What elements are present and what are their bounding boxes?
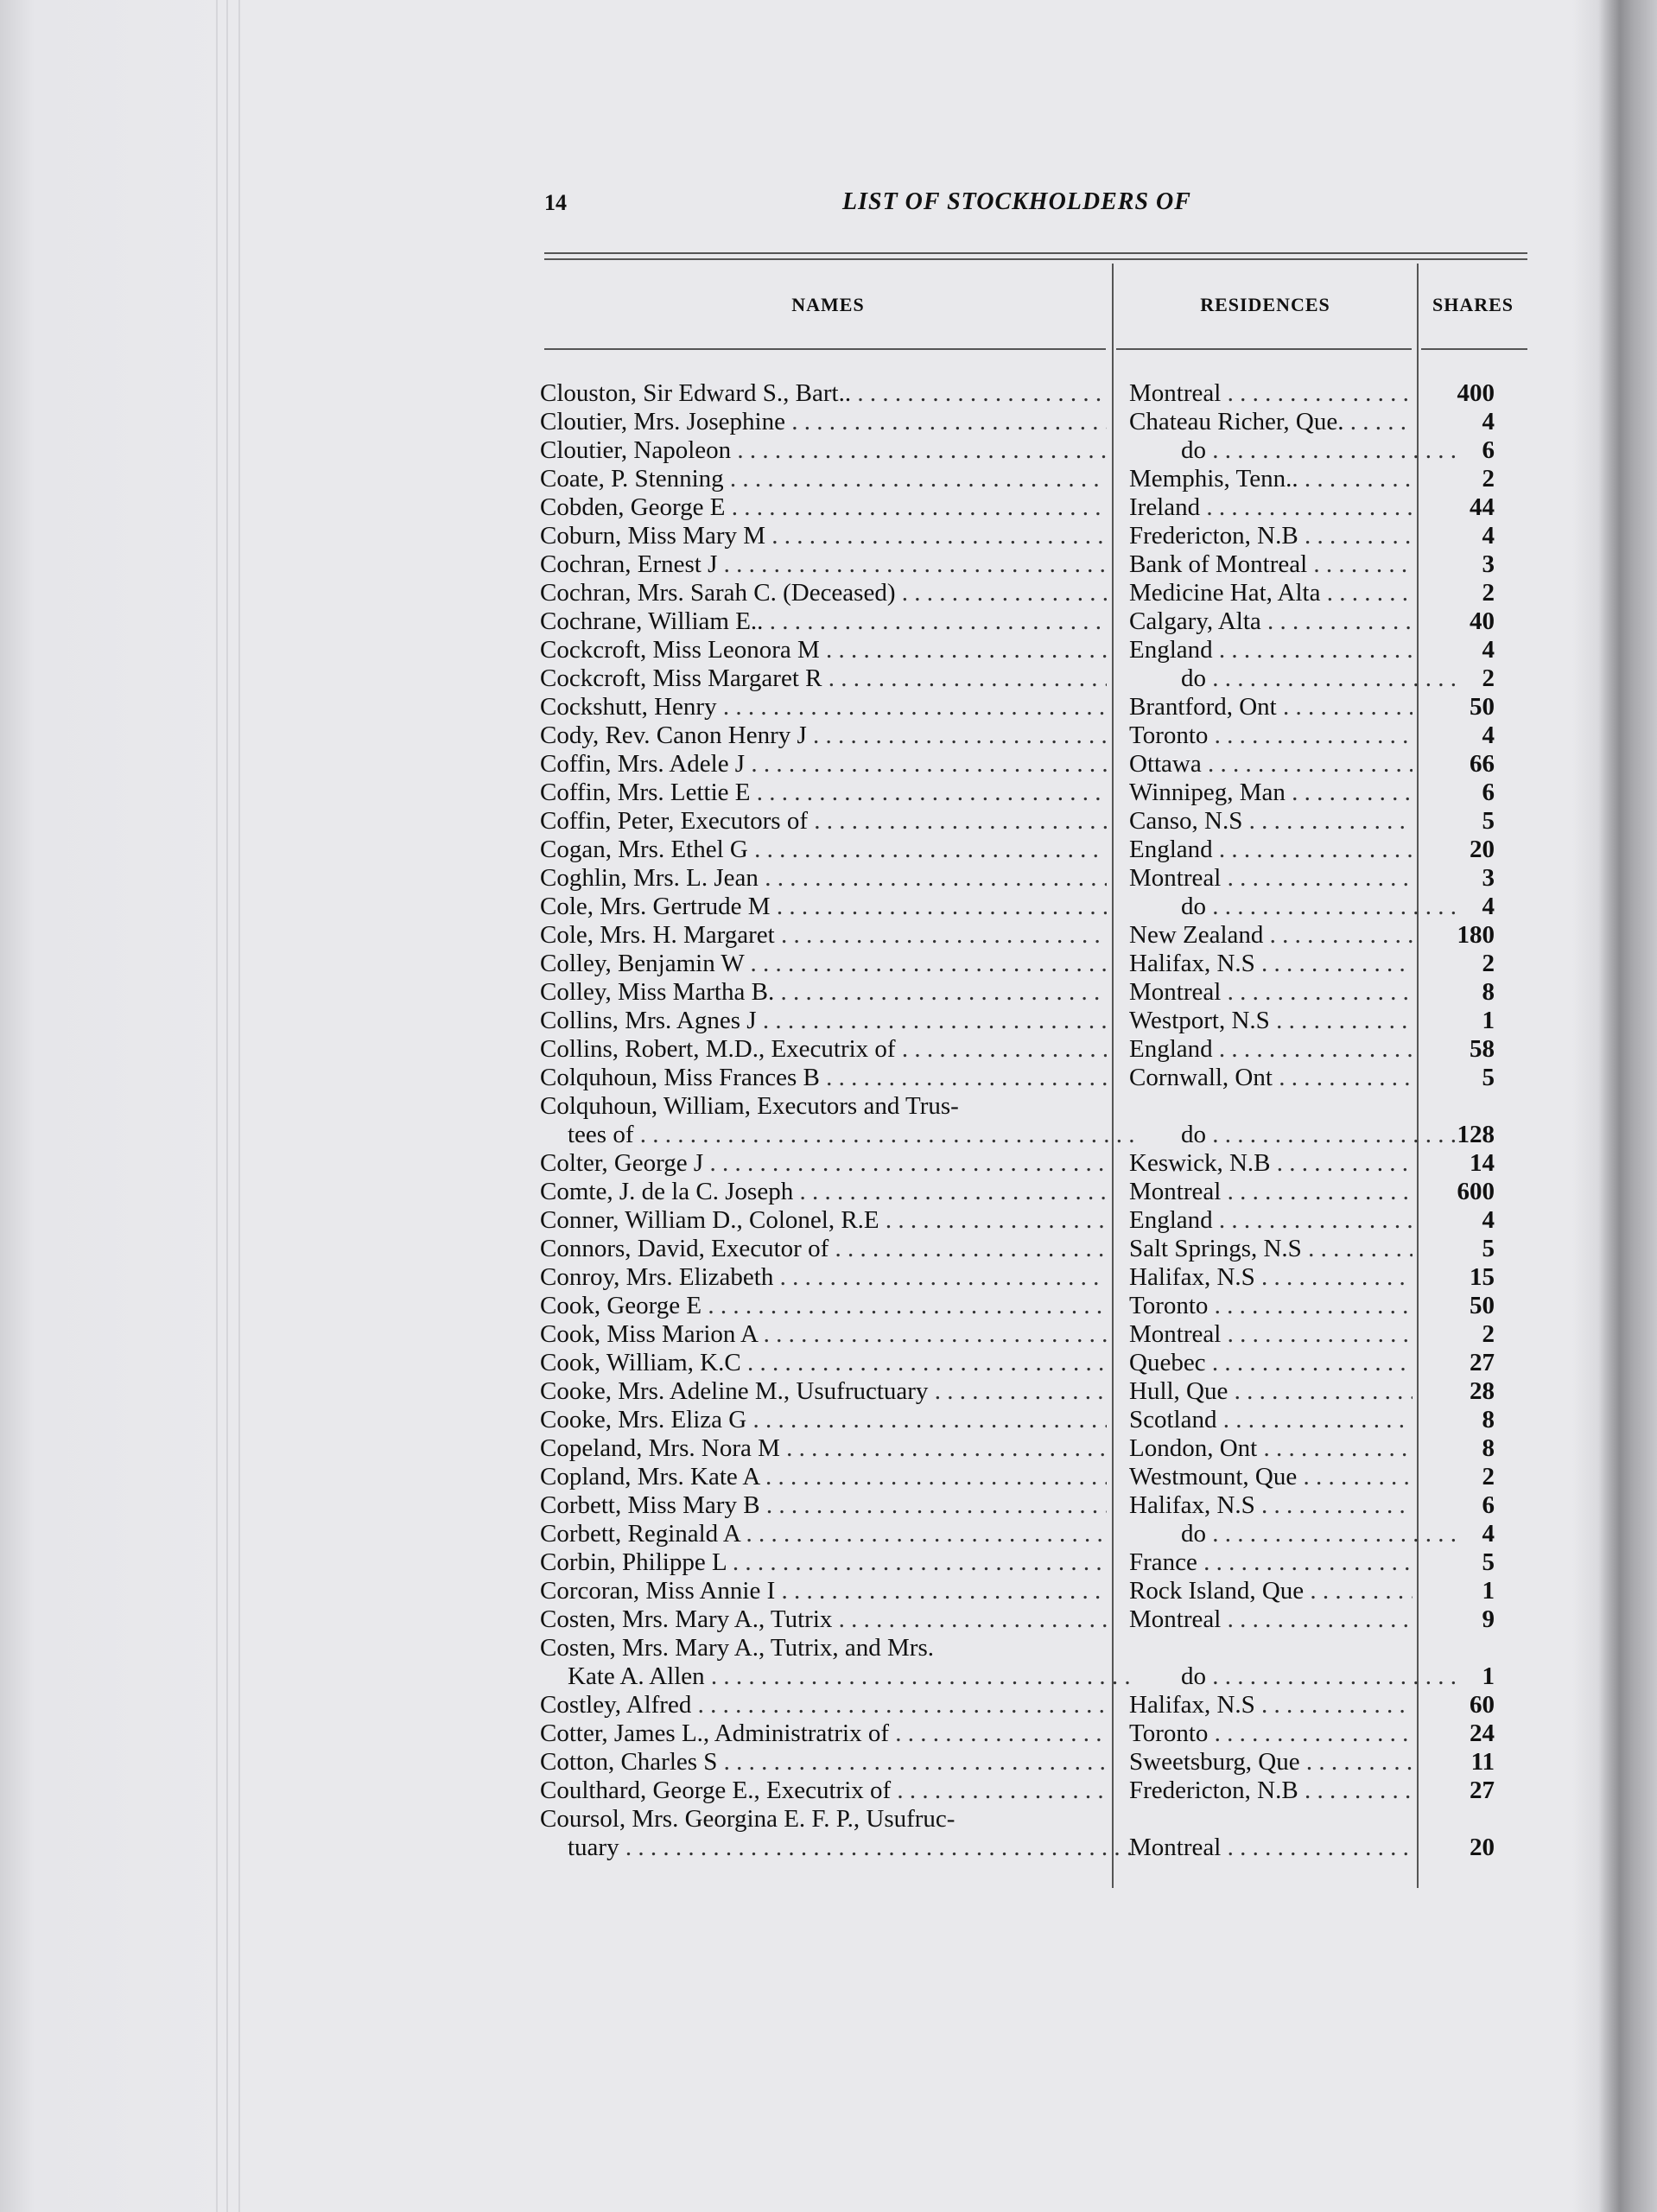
- stockholder-name: Collins, Robert, M.D., Executrix of . . .: [540, 1035, 1107, 1064]
- stockholder-shares: 24: [1470, 1719, 1495, 1747]
- table-row: [0, 1064, 1657, 1092]
- stockholder-name: Costley, Alfred . . .: [540, 1691, 1107, 1719]
- stockholder-residence: England . . .: [1129, 636, 1413, 664]
- stockholder-shares: 15: [1470, 1263, 1495, 1291]
- stockholder-shares: 3: [1482, 864, 1495, 892]
- stockholder-name: Colquhoun, William, Executors and Trus-: [540, 1092, 959, 1120]
- stockholder-name: Coffin, Peter, Executors of . . .: [540, 807, 1107, 836]
- table-row: [0, 1434, 1657, 1463]
- stockholder-shares: 6: [1482, 779, 1495, 806]
- stockholder-name: Clouston, Sir Edward S., Bart.. . . .: [540, 379, 1107, 408]
- stockholder-name: Cotton, Charles S . . .: [540, 1748, 1107, 1777]
- table-row: [0, 1834, 1657, 1862]
- table-row: [0, 978, 1657, 1007]
- stockholder-name: Cook, George E . . .: [540, 1292, 1107, 1320]
- stockholder-residence: England . . .: [1129, 1206, 1413, 1235]
- stockholder-name: Cook, Miss Marion A . . .: [540, 1320, 1107, 1349]
- stockholder-name: Collins, Mrs. Agnes J . . .: [540, 1007, 1107, 1035]
- table-top-rule: [544, 252, 1527, 254]
- stockholder-residence: Montreal . . .: [1129, 1834, 1413, 1862]
- table-row: [0, 550, 1657, 579]
- stockholder-residence: Halifax, N.S . . .: [1129, 1263, 1413, 1292]
- stockholder-name: tuary . . .: [540, 1834, 1134, 1862]
- stockholder-shares: 9: [1482, 1605, 1495, 1633]
- stockholder-residence: New Zealand . . .: [1129, 921, 1413, 950]
- table-row: [0, 721, 1657, 750]
- stockholder-shares: 20: [1470, 1834, 1495, 1861]
- stockholder-name: Cook, William, K.C . . .: [540, 1349, 1107, 1377]
- stockholder-shares: 5: [1482, 1064, 1495, 1091]
- stockholder-shares: 40: [1470, 607, 1495, 635]
- stockholder-shares: 66: [1470, 750, 1495, 778]
- table-row: [0, 1320, 1657, 1349]
- stockholder-name: Cloutier, Napoleon . . .: [540, 436, 1107, 465]
- stockholder-residence: Montreal . . .: [1129, 1605, 1413, 1634]
- stockholder-name: Cole, Mrs. Gertrude M . . .: [540, 893, 1107, 921]
- stockholder-residence: do . . .: [1129, 893, 1464, 921]
- stockholder-name: Coursol, Mrs. Georgina E. F. P., Usufruc-: [540, 1805, 955, 1833]
- stockholder-name: Cochran, Ernest J . . .: [540, 550, 1107, 579]
- stockholder-shares: 27: [1470, 1349, 1495, 1376]
- stockholder-residence: Halifax, N.S . . .: [1129, 1491, 1413, 1520]
- stockholder-residence: Brantford, Ont . . .: [1129, 693, 1413, 721]
- stockholder-name: Coffin, Mrs. Lettie E . . .: [540, 779, 1107, 807]
- stockholder-name: Cockcroft, Miss Margaret R . . .: [540, 664, 1107, 693]
- table-row: [0, 1748, 1657, 1777]
- stockholder-shares: 4: [1482, 1520, 1495, 1548]
- table-row: [0, 1121, 1657, 1149]
- header-underline: [1421, 348, 1527, 350]
- stockholder-shares: 4: [1482, 893, 1495, 920]
- table-row: [0, 1719, 1657, 1748]
- stockholder-name: Comte, J. de la C. Joseph . . .: [540, 1178, 1107, 1206]
- stockholder-residence: do . . .: [1129, 436, 1464, 465]
- stockholder-shares: 4: [1482, 636, 1495, 664]
- stockholder-shares: 27: [1470, 1777, 1495, 1804]
- stockholder-shares: 44: [1470, 493, 1495, 521]
- page-number: 14: [544, 190, 567, 215]
- table-row: [0, 1691, 1657, 1719]
- stockholder-name: Coulthard, George E., Executrix of . . .: [540, 1777, 1107, 1805]
- stockholder-shares: 2: [1482, 1320, 1495, 1348]
- stockholder-name: Cole, Mrs. H. Margaret . . .: [540, 921, 1107, 950]
- stockholder-shares: 4: [1482, 408, 1495, 435]
- table-row: [0, 1634, 1657, 1662]
- stockholder-residence: Westmount, Que . . .: [1129, 1463, 1413, 1491]
- stockholder-shares: 5: [1482, 1548, 1495, 1576]
- table-row: [0, 750, 1657, 779]
- stockholder-residence: Quebec . . .: [1129, 1349, 1413, 1377]
- table-row: [0, 1777, 1657, 1805]
- table-row: [0, 1805, 1657, 1834]
- stockholder-name: Cloutier, Mrs. Josephine . . .: [540, 408, 1107, 436]
- stockholder-shares: 60: [1470, 1691, 1495, 1719]
- stockholder-residence: Montreal . . .: [1129, 978, 1413, 1007]
- table-row: [0, 465, 1657, 493]
- table-row: [0, 1605, 1657, 1634]
- stockholder-shares: 8: [1482, 1406, 1495, 1433]
- stockholder-name: Colley, Benjamin W . . .: [540, 950, 1107, 978]
- stockholder-shares: 50: [1470, 1292, 1495, 1319]
- table-row: [0, 864, 1657, 893]
- stockholder-shares: 2: [1482, 1463, 1495, 1491]
- table-row: [0, 893, 1657, 921]
- stockholder-residence: Scotland . . .: [1129, 1406, 1413, 1434]
- table-row: [0, 1463, 1657, 1491]
- stockholder-name: tees of . . .: [540, 1121, 1134, 1149]
- stockholder-shares: 600: [1457, 1178, 1495, 1205]
- running-title: LIST OF STOCKHOLDERS OF: [842, 188, 1191, 215]
- table-top-rule: [544, 258, 1527, 260]
- stockholder-residence: Calgary, Alta . . .: [1129, 607, 1413, 636]
- column-header-names: NAMES: [791, 294, 865, 315]
- stockholder-residence: Medicine Hat, Alta . . .: [1129, 579, 1413, 607]
- stockholder-residence: Fredericton, N.B . . .: [1129, 522, 1413, 550]
- table-row: [0, 522, 1657, 550]
- stockholder-residence: Canso, N.S . . .: [1129, 807, 1413, 836]
- stockholder-shares: 6: [1482, 436, 1495, 464]
- table-row: [0, 1149, 1657, 1178]
- table-row: [0, 836, 1657, 864]
- table-row: [0, 1292, 1657, 1320]
- stockholder-residence: Ottawa . . .: [1129, 750, 1413, 779]
- table-row: [0, 379, 1657, 408]
- stockholder-name: Coburn, Miss Mary M . . .: [540, 522, 1107, 550]
- stockholder-shares: 11: [1470, 1748, 1495, 1776]
- stockholder-residence: Memphis, Tenn.. . . .: [1129, 465, 1413, 493]
- table-row: [0, 779, 1657, 807]
- table-row: [0, 1007, 1657, 1035]
- table-row: [0, 607, 1657, 636]
- stockholder-name: Cody, Rev. Canon Henry J . . .: [540, 721, 1107, 750]
- stockholder-shares: 4: [1482, 1206, 1495, 1234]
- header-underline: [1116, 348, 1412, 350]
- stockholder-residence: Montreal . . .: [1129, 1320, 1413, 1349]
- table-row: [0, 493, 1657, 522]
- stockholder-name: Corbett, Miss Mary B . . .: [540, 1491, 1107, 1520]
- stockholder-shares: 1: [1482, 1577, 1495, 1605]
- stockholder-shares: 4: [1482, 522, 1495, 550]
- stockholder-name: Coffin, Mrs. Adele J . . .: [540, 750, 1107, 779]
- stockholder-shares: 128: [1457, 1121, 1495, 1148]
- stockholder-name: Coate, P. Stenning . . .: [540, 465, 1107, 493]
- stockholder-residence: Toronto . . .: [1129, 721, 1413, 750]
- stockholder-name: Cochrane, William E.. . . .: [540, 607, 1107, 636]
- stockholder-name: Costen, Mrs. Mary A., Tutrix . . .: [540, 1605, 1107, 1634]
- table-row: [0, 664, 1657, 693]
- column-header-residences: RESIDENCES: [1200, 294, 1330, 315]
- stockholder-residence: Halifax, N.S . . .: [1129, 1691, 1413, 1719]
- stockholder-name: Cockcroft, Miss Leonora M . . .: [540, 636, 1107, 664]
- stockholder-shares: 8: [1482, 1434, 1495, 1462]
- stockholder-residence: Montreal . . .: [1129, 1178, 1413, 1206]
- table-row: [0, 1491, 1657, 1520]
- stockholder-residence: Westport, N.S . . .: [1129, 1007, 1413, 1035]
- table-row: [0, 1406, 1657, 1434]
- stockholder-name: Conner, William D., Colonel, R.E . . .: [540, 1206, 1107, 1235]
- stockholder-shares: 2: [1482, 465, 1495, 493]
- stockholder-residence: France . . .: [1129, 1548, 1413, 1577]
- table-row: [0, 1662, 1657, 1691]
- stockholder-residence: London, Ont . . .: [1129, 1434, 1413, 1463]
- stockholder-name: Cooke, Mrs. Adeline M., Usufructuary . . .: [540, 1377, 1107, 1406]
- stockholder-shares: 3: [1482, 550, 1495, 578]
- stockholder-residence: Toronto . . .: [1129, 1719, 1413, 1748]
- stockholder-residence: do . . .: [1129, 1662, 1464, 1691]
- stockholder-shares: 1: [1482, 1007, 1495, 1034]
- stockholder-residence: Rock Island, Que . . .: [1129, 1577, 1413, 1605]
- stockholder-residence: Ireland . . .: [1129, 493, 1413, 522]
- stockholder-residence: Halifax, N.S . . .: [1129, 950, 1413, 978]
- stockholder-shares: 5: [1482, 807, 1495, 835]
- stockholder-name: Connors, David, Executor of . . .: [540, 1235, 1107, 1263]
- table-row: [0, 636, 1657, 664]
- stockholder-name: Colter, George J . . .: [540, 1149, 1107, 1178]
- table-row: [0, 807, 1657, 836]
- stockholder-name: Cobden, George E . . .: [540, 493, 1107, 522]
- table-row: [0, 1178, 1657, 1206]
- table-row: [0, 1263, 1657, 1292]
- table-row: [0, 436, 1657, 465]
- stockholder-shares: 4: [1482, 721, 1495, 749]
- stockholder-shares: 8: [1482, 978, 1495, 1006]
- stockholder-residence: do . . .: [1129, 1520, 1464, 1548]
- stockholder-name: Copland, Mrs. Kate A . . .: [540, 1463, 1107, 1491]
- stockholder-residence: Cornwall, Ont . . .: [1129, 1064, 1413, 1092]
- stockholder-residence: do . . .: [1129, 1121, 1464, 1149]
- stockholder-shares: 58: [1470, 1035, 1495, 1063]
- table-row: [0, 579, 1657, 607]
- stockholder-shares: 1: [1482, 1662, 1495, 1690]
- table-row: [0, 1548, 1657, 1577]
- header-underline: [544, 348, 1106, 350]
- stockholder-shares: 2: [1482, 579, 1495, 607]
- stockholder-residence: Toronto . . .: [1129, 1292, 1413, 1320]
- stockholder-residence: Winnipeg, Man . . .: [1129, 779, 1413, 807]
- stockholder-residence: England . . .: [1129, 836, 1413, 864]
- table-row: [0, 1577, 1657, 1605]
- stockholder-shares: 2: [1482, 664, 1495, 692]
- table-row: [0, 693, 1657, 721]
- stockholder-shares: 400: [1457, 379, 1495, 407]
- table-row: [0, 408, 1657, 436]
- table-row: [0, 1520, 1657, 1548]
- stockholder-shares: 20: [1470, 836, 1495, 863]
- stockholder-residence: Bank of Montreal . . .: [1129, 550, 1413, 579]
- column-header-shares: SHARES: [1432, 294, 1514, 315]
- stockholder-residence: Montreal . . .: [1129, 379, 1413, 408]
- table-row: [0, 1206, 1657, 1235]
- table-row: [0, 1235, 1657, 1263]
- stockholder-shares: 5: [1482, 1235, 1495, 1262]
- stockholder-name: Cotter, James L., Administratrix of . . .: [540, 1719, 1107, 1748]
- stockholder-name: Corbin, Philippe L . . .: [540, 1548, 1107, 1577]
- stockholder-name: Colley, Miss Martha B. . . .: [540, 978, 1107, 1007]
- stockholder-residence: Sweetsburg, Que . . .: [1129, 1748, 1413, 1777]
- stockholder-shares: 6: [1482, 1491, 1495, 1519]
- table-row: [0, 1092, 1657, 1121]
- stockholder-residence: Montreal . . .: [1129, 864, 1413, 893]
- stockholder-shares: 14: [1470, 1149, 1495, 1177]
- table-row: [0, 1377, 1657, 1406]
- stockholder-name: Costen, Mrs. Mary A., Tutrix, and Mrs.: [540, 1634, 934, 1662]
- table-row: [0, 921, 1657, 950]
- stockholder-name: Copeland, Mrs. Nora M . . .: [540, 1434, 1107, 1463]
- stockholder-name: Colquhoun, Miss Frances B . . .: [540, 1064, 1107, 1092]
- table-row: [0, 1349, 1657, 1377]
- stockholder-residence: Hull, Que . . .: [1129, 1377, 1413, 1406]
- stockholder-name: Conroy, Mrs. Elizabeth . . .: [540, 1263, 1107, 1292]
- stockholder-residence: Keswick, N.B . . .: [1129, 1149, 1413, 1178]
- stockholder-shares: 28: [1470, 1377, 1495, 1405]
- stockholder-name: Kate A. Allen . . .: [540, 1662, 1134, 1691]
- stockholder-name: Coghlin, Mrs. L. Jean . . .: [540, 864, 1107, 893]
- stockholder-shares: 180: [1457, 921, 1495, 949]
- stockholder-residence: England . . .: [1129, 1035, 1413, 1064]
- stockholder-shares: 2: [1482, 950, 1495, 977]
- stockholder-name: Cogan, Mrs. Ethel G . . .: [540, 836, 1107, 864]
- stockholder-name: Cockshutt, Henry . . .: [540, 693, 1107, 721]
- stockholder-residence: Chateau Richer, Que. . . .: [1129, 408, 1413, 436]
- stockholder-shares: 50: [1470, 693, 1495, 721]
- table-row: [0, 1035, 1657, 1064]
- stockholder-name: Corcoran, Miss Annie I . . .: [540, 1577, 1107, 1605]
- stockholder-residence: Salt Springs, N.S . . .: [1129, 1235, 1413, 1263]
- stockholder-residence: do . . .: [1129, 664, 1464, 693]
- stockholder-name: Cochran, Mrs. Sarah C. (Deceased) . . .: [540, 579, 1107, 607]
- table-row: [0, 950, 1657, 978]
- stockholder-residence: Fredericton, N.B . . .: [1129, 1777, 1413, 1805]
- stockholder-name: Corbett, Reginald A . . .: [540, 1520, 1107, 1548]
- stockholder-name: Cooke, Mrs. Eliza G . . .: [540, 1406, 1107, 1434]
